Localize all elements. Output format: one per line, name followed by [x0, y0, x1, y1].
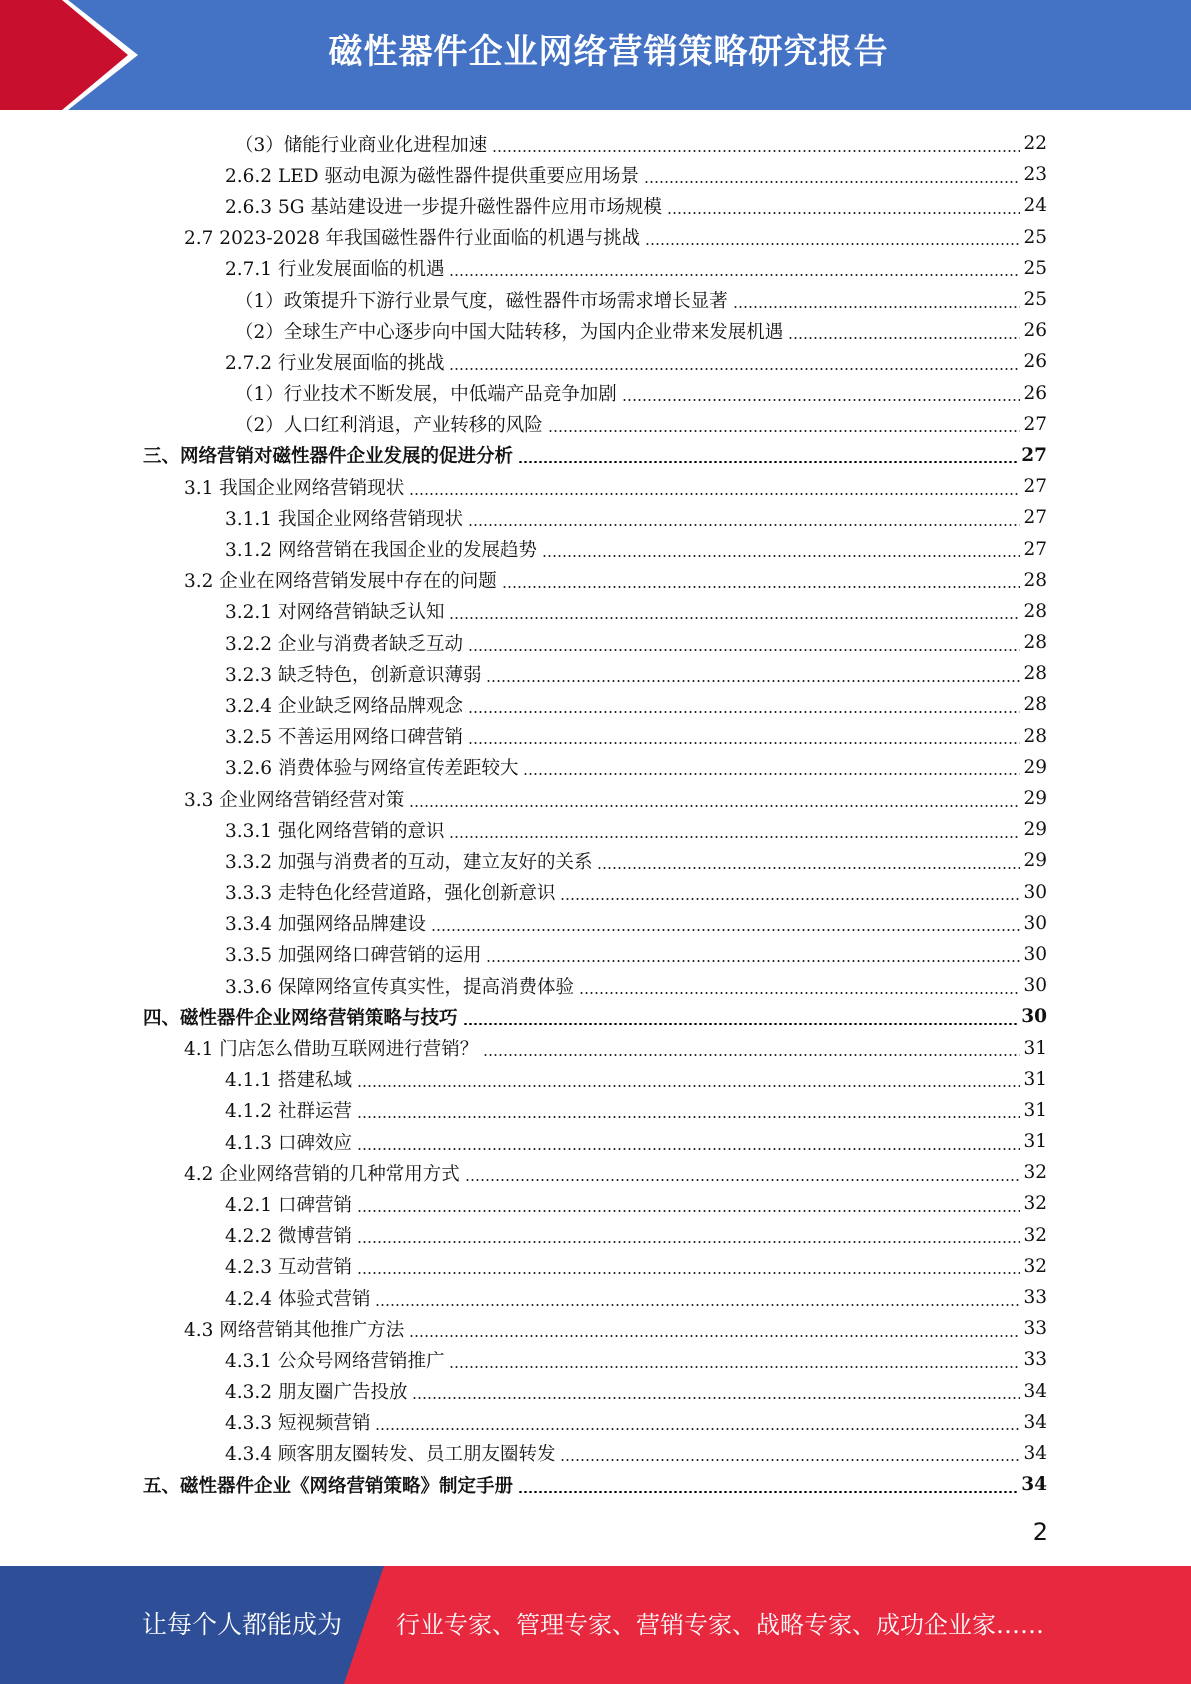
toc-entry[interactable]: [0, 814, 1191, 845]
toc-entry-page: 29: [1023, 756, 1047, 778]
toc-entry-page: 34: [1023, 1380, 1047, 1402]
toc-entry-page: 31: [1023, 1068, 1047, 1090]
toc-entry-page: 29: [1023, 850, 1047, 872]
toc-leader-dots: [518, 1491, 1018, 1493]
toc-leader-dots: [357, 1241, 1021, 1243]
toc-entry-page: 34: [1023, 1411, 1047, 1433]
toc-entry[interactable]: [0, 752, 1191, 783]
toc-entry[interactable]: [0, 222, 1191, 253]
toc-entry-page: 33: [1023, 1349, 1047, 1371]
toc-entry-page: 28: [1023, 600, 1047, 622]
toc-leader-dots: [465, 1179, 1021, 1181]
toc-entry[interactable]: [0, 409, 1191, 440]
toc-entry-page: 30: [1023, 881, 1047, 903]
toc-entry-page: 32: [1023, 1255, 1047, 1277]
toc-entry-label: 3.3.3 走特色化经营道路，强化创新意识: [225, 883, 556, 905]
toc-leader-dots: [357, 1210, 1021, 1212]
toc-entry[interactable]: [0, 533, 1191, 564]
toc-entry-label: 3.1.2 网络营销在我国企业的发展趋势: [225, 540, 537, 562]
toc-entry[interactable]: [0, 378, 1191, 409]
toc-entry-page: 23: [1023, 164, 1047, 186]
toc-entry[interactable]: [0, 877, 1191, 908]
toc-entry-page: 34: [1021, 1474, 1047, 1496]
toc-entry[interactable]: [0, 939, 1191, 970]
toc-entry-page: 32: [1023, 1193, 1047, 1215]
toc-leader-dots: [483, 1054, 1020, 1056]
toc-leader-dots: [622, 399, 1021, 401]
toc-entry-label: 三、网络营销对磁性器件企业发展的促进分析: [143, 446, 514, 468]
toc-entry[interactable]: [0, 1344, 1191, 1375]
toc-entry-page: 28: [1023, 663, 1047, 685]
toc-entry[interactable]: [0, 596, 1191, 627]
toc-entry-label: （2）人口红利消退，产业转移的风险: [235, 415, 543, 437]
toc-leader-dots: [667, 212, 1021, 214]
toc-entry-label: 2.6.2 LED 驱动电源为磁性器件提供重要应用场景: [225, 165, 639, 187]
toc-leader-dots: [644, 181, 1020, 183]
toc-leader-dots: [468, 524, 1020, 526]
toc-leader-dots: [645, 243, 1020, 245]
toc-entry-label: 3.2.1 对网络营销缺乏认知: [225, 602, 445, 624]
toc-leader-dots: [409, 1335, 1020, 1337]
toc-entry-page: 29: [1023, 788, 1047, 810]
toc-entry-page: 30: [1021, 1006, 1047, 1028]
toc-entry-label: 2.7.1 行业发展面临的机遇: [225, 259, 445, 281]
page-number: 2: [1032, 1518, 1048, 1546]
toc-entry[interactable]: [0, 159, 1191, 190]
toc-entry-page: 25: [1023, 226, 1047, 248]
toc-leader-dots: [449, 368, 1020, 370]
toc-entry[interactable]: [0, 190, 1191, 221]
toc-entry-label: 4.1 门店怎么借助互联网进行营销？: [184, 1039, 479, 1061]
toc-entry-page: 27: [1023, 538, 1047, 560]
toc-leader-dots: [375, 1428, 1020, 1430]
toc-leader-dots: [502, 586, 1021, 588]
toc-entry[interactable]: [0, 1064, 1191, 1095]
toc-leader-dots: [468, 649, 1020, 651]
toc-leader-dots: [449, 836, 1020, 838]
toc-entry-page: 33: [1023, 1287, 1047, 1309]
toc-entry[interactable]: [0, 565, 1191, 596]
toc-entry[interactable]: [0, 1313, 1191, 1344]
toc-entry-page: 33: [1023, 1318, 1047, 1340]
toc-entry[interactable]: [0, 502, 1191, 533]
toc-entry-label: 2.7 2023-2028 年我国磁性器件行业面临的机遇与挑战: [184, 228, 641, 250]
toc-entry[interactable]: [0, 346, 1191, 377]
toc-entry-page: 32: [1023, 1162, 1047, 1184]
toc-leader-dots: [542, 555, 1020, 557]
toc-entry[interactable]: [0, 315, 1191, 346]
toc-entry[interactable]: [0, 658, 1191, 689]
toc-entry[interactable]: [0, 1032, 1191, 1063]
toc-entry-label: 3.1 我国企业网络营销现状: [184, 477, 405, 499]
toc-entry-label: 2.6.3 5G 基站建设进一步提升磁性器件应用市场规模: [225, 196, 662, 218]
toc-leader-dots: [597, 867, 1020, 869]
toc-entry-label: 4.1.2 社群运营: [225, 1101, 352, 1123]
toc-entry[interactable]: [0, 440, 1191, 471]
toc-leader-dots: [492, 150, 1020, 152]
toc-entry-page: 30: [1023, 912, 1047, 934]
toc-leader-dots: [431, 929, 1020, 931]
toc-entry-label: （1）政策提升下游行业景气度，磁性器件市场需求增长显著: [235, 290, 728, 312]
toc-entry-label: 4.2.4 体验式营销: [225, 1288, 371, 1310]
toc-leader-dots: [579, 992, 1020, 994]
toc-entry-page: 26: [1023, 351, 1047, 373]
toc-entry[interactable]: [0, 783, 1191, 814]
toc-entry[interactable]: [0, 689, 1191, 720]
toc-leader-dots: [523, 773, 1020, 775]
toc-leader-dots: [449, 1366, 1020, 1368]
toc-entry-label: 4.3.4 顾客朋友圈转发、员工朋友圈转发: [225, 1444, 556, 1466]
toc-entry[interactable]: [0, 1469, 1191, 1500]
toc-entry-label: 3.1.1 我国企业网络营销现状: [225, 508, 463, 530]
toc-entry-page: 28: [1023, 694, 1047, 716]
toc-entry[interactable]: [0, 721, 1191, 752]
toc-entry-page: 31: [1023, 1037, 1047, 1059]
toc-entry-page: 28: [1023, 569, 1047, 591]
toc-leader-dots: [357, 1116, 1021, 1118]
toc-entry-label: （3）储能行业商业化进程加速: [235, 134, 488, 156]
toc-leader-dots: [412, 1397, 1020, 1399]
toc-entry-page: 34: [1023, 1442, 1047, 1464]
toc-leader-dots: [409, 805, 1020, 807]
toc-leader-dots: [560, 1459, 1020, 1461]
toc-entry[interactable]: [0, 1220, 1191, 1251]
toc-entry-page: 32: [1023, 1224, 1047, 1246]
toc-leader-dots: [463, 1023, 1019, 1025]
toc-entry[interactable]: [0, 1126, 1191, 1157]
toc-entry[interactable]: [0, 845, 1191, 876]
page-title: 磁性器件企业网络营销策略研究报告: [328, 32, 889, 72]
toc-entry[interactable]: [0, 1407, 1191, 1438]
toc-entry-page: 26: [1023, 382, 1047, 404]
toc-entry-label: 4.3 网络营销其他推广方法: [184, 1319, 405, 1341]
toc-entry-page: 27: [1023, 413, 1047, 435]
toc-entry-page: 25: [1023, 289, 1047, 311]
toc-leader-dots: [449, 274, 1020, 276]
toc-entry-page: 28: [1023, 725, 1047, 747]
toc-entry-label: 2.7.2 行业发展面临的挑战: [225, 352, 445, 374]
toc-entry-page: 27: [1023, 476, 1047, 498]
toc-entry[interactable]: [0, 908, 1191, 939]
toc-leader-dots: [486, 680, 1020, 682]
toc-entry-label: 3.2 企业在网络营销发展中存在的问题: [184, 571, 497, 593]
toc-entry-label: 4.3.2 朋友圈广告投放: [225, 1382, 408, 1404]
toc-entry-label: 五、磁性器件企业《网络营销策略》制定手册: [143, 1475, 514, 1497]
toc-entry[interactable]: [0, 627, 1191, 658]
toc-entry-label: 4.2.3 互动营销: [225, 1257, 352, 1279]
toc-entry-label: 3.2.5 不善运用网络口碑营销: [225, 727, 463, 749]
toc-leader-dots: [409, 493, 1020, 495]
toc-entry-page: 26: [1023, 320, 1047, 342]
toc-leader-dots: [449, 617, 1020, 619]
toc-entry-label: 3.2.4 企业缺乏网络品牌观念: [225, 695, 463, 717]
toc-leader-dots: [357, 1272, 1021, 1274]
toc-entry-label: 3.3 企业网络营销经营对策: [184, 789, 405, 811]
toc-entry-page: 24: [1023, 195, 1047, 217]
toc-entry-label: 3.2.2 企业与消费者缺乏互动: [225, 633, 463, 655]
footer-slogan-right: 行业专家、管理专家、营销专家、战略专家、成功企业家……: [396, 1611, 1044, 1639]
toc-leader-dots: [357, 1085, 1021, 1087]
toc-entry-label: 4.2 企业网络营销的几种常用方式: [184, 1163, 460, 1185]
toc-entry[interactable]: [0, 1251, 1191, 1282]
table-of-contents: [0, 128, 1191, 1500]
toc-entry-label: （2）全球生产中心逐步向中国大陆转移，为国内企业带来发展机遇: [235, 321, 784, 343]
toc-entry-label: 3.2.6 消费体验与网络宣传差距较大: [225, 758, 519, 780]
toc-leader-dots: [375, 1304, 1020, 1306]
toc-entry[interactable]: [0, 1438, 1191, 1469]
toc-entry-page: 22: [1023, 133, 1047, 155]
toc-entry-label: 四、磁性器件企业网络营销策略与技巧: [143, 1007, 458, 1029]
toc-entry[interactable]: [0, 1095, 1191, 1126]
toc-leader-dots: [733, 306, 1021, 308]
toc-entry[interactable]: [0, 1001, 1191, 1032]
toc-entry-label: 3.3.1 强化网络营销的意识: [225, 820, 445, 842]
toc-entry[interactable]: [0, 1376, 1191, 1407]
toc-entry-page: 25: [1023, 257, 1047, 279]
toc-entry-page: 29: [1023, 819, 1047, 841]
toc-leader-dots: [357, 1148, 1021, 1150]
toc-entry-label: 4.3.3 短视频营销: [225, 1413, 371, 1435]
toc-entry-page: 27: [1023, 507, 1047, 529]
toc-leader-dots: [560, 898, 1020, 900]
toc-entry-label: 4.2.1 口碑营销: [225, 1194, 352, 1216]
toc-leader-dots: [486, 960, 1020, 962]
toc-entry[interactable]: [0, 1282, 1191, 1313]
toc-entry[interactable]: [0, 253, 1191, 284]
toc-entry[interactable]: [0, 1188, 1191, 1219]
toc-leader-dots: [788, 337, 1020, 339]
toc-entry-label: 3.3.2 加强与消费者的互动，建立友好的关系: [225, 851, 593, 873]
toc-entry-page: 31: [1023, 1099, 1047, 1121]
toc-entry[interactable]: [0, 1157, 1191, 1188]
toc-leader-dots: [468, 742, 1020, 744]
page-footer: [0, 1566, 1191, 1684]
toc-entry[interactable]: [0, 471, 1191, 502]
page-header: [0, 0, 1191, 110]
toc-leader-dots: [468, 711, 1020, 713]
toc-entry-label: 3.3.5 加强网络口碑营销的运用: [225, 945, 482, 967]
toc-entry-label: 4.1.1 搭建私域: [225, 1070, 352, 1092]
footer-slogan-left: 让每个人都能成为: [142, 1610, 343, 1639]
toc-entry-label: 3.3.4 加强网络品牌建设: [225, 914, 426, 936]
toc-entry-label: 3.3.6 保障网络宣传真实性，提高消费体验: [225, 976, 574, 998]
toc-entry-page: 28: [1023, 632, 1047, 654]
toc-entry-label: 3.2.3 缺乏特色，创新意识薄弱: [225, 664, 482, 686]
toc-entry-page: 27: [1021, 444, 1047, 466]
toc-entry-page: 30: [1023, 943, 1047, 965]
toc-entry[interactable]: [0, 970, 1191, 1001]
toc-leader-dots: [518, 461, 1018, 463]
toc-entry-label: （1）行业技术不断发展，中低端产品竞争加剧: [235, 384, 617, 406]
toc-entry[interactable]: [0, 284, 1191, 315]
toc-entry-label: 4.1.3 口碑效应: [225, 1132, 352, 1154]
toc-entry-page: 30: [1023, 975, 1047, 997]
toc-entry-page: 31: [1023, 1131, 1047, 1153]
toc-entry-label: 4.3.1 公众号网络营销推广: [225, 1350, 445, 1372]
toc-entry-label: 4.2.2 微博营销: [225, 1226, 352, 1248]
toc-leader-dots: [548, 430, 1021, 432]
toc-entry[interactable]: [0, 128, 1191, 159]
